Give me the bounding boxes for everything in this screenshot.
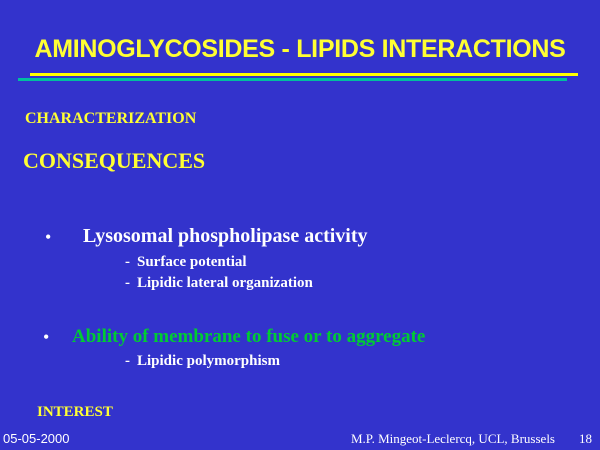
sub-bullet-item xyxy=(125,353,280,374)
bullet-dot: • xyxy=(45,227,52,247)
sub-bullet-list xyxy=(125,353,280,374)
title-underline-teal xyxy=(18,78,567,81)
sub-bullet-label: Lipidic lateral organization xyxy=(137,275,313,291)
footer-credit: M.P. Mingeot-Leclercq, UCL, Brussels xyxy=(350,431,555,446)
title-underline-yellow xyxy=(30,73,578,76)
slide-title: AMINOGLYCOSIDES - LIPIDS INTERACTIONS xyxy=(34,35,566,63)
footer-page-number: 18 xyxy=(579,431,592,446)
footer-date: 05-05-2000 xyxy=(3,431,70,446)
sub-bullet-item xyxy=(125,254,313,275)
dash-marker: - xyxy=(125,353,130,369)
sub-bullet-label: Lipidic polymorphism xyxy=(137,353,280,369)
bullet-label-lysosomal: Lysosomal phospholipase activity xyxy=(83,225,368,247)
section-label-interest: INTEREST xyxy=(37,404,113,420)
section-label-consequences: CONSEQUENCES xyxy=(23,148,206,173)
dash-marker: - xyxy=(125,275,130,291)
bullet-dot: • xyxy=(43,327,50,347)
bullet-label-ability: Ability of membrane to fuse or to aggregate xyxy=(72,326,426,347)
section-label-characterization: CHARACTERIZATION xyxy=(25,110,197,127)
dash-marker: - xyxy=(125,254,130,270)
sub-bullet-item xyxy=(125,275,313,296)
sub-bullet-label: Surface potential xyxy=(137,254,247,270)
sub-bullet-list xyxy=(125,254,313,296)
